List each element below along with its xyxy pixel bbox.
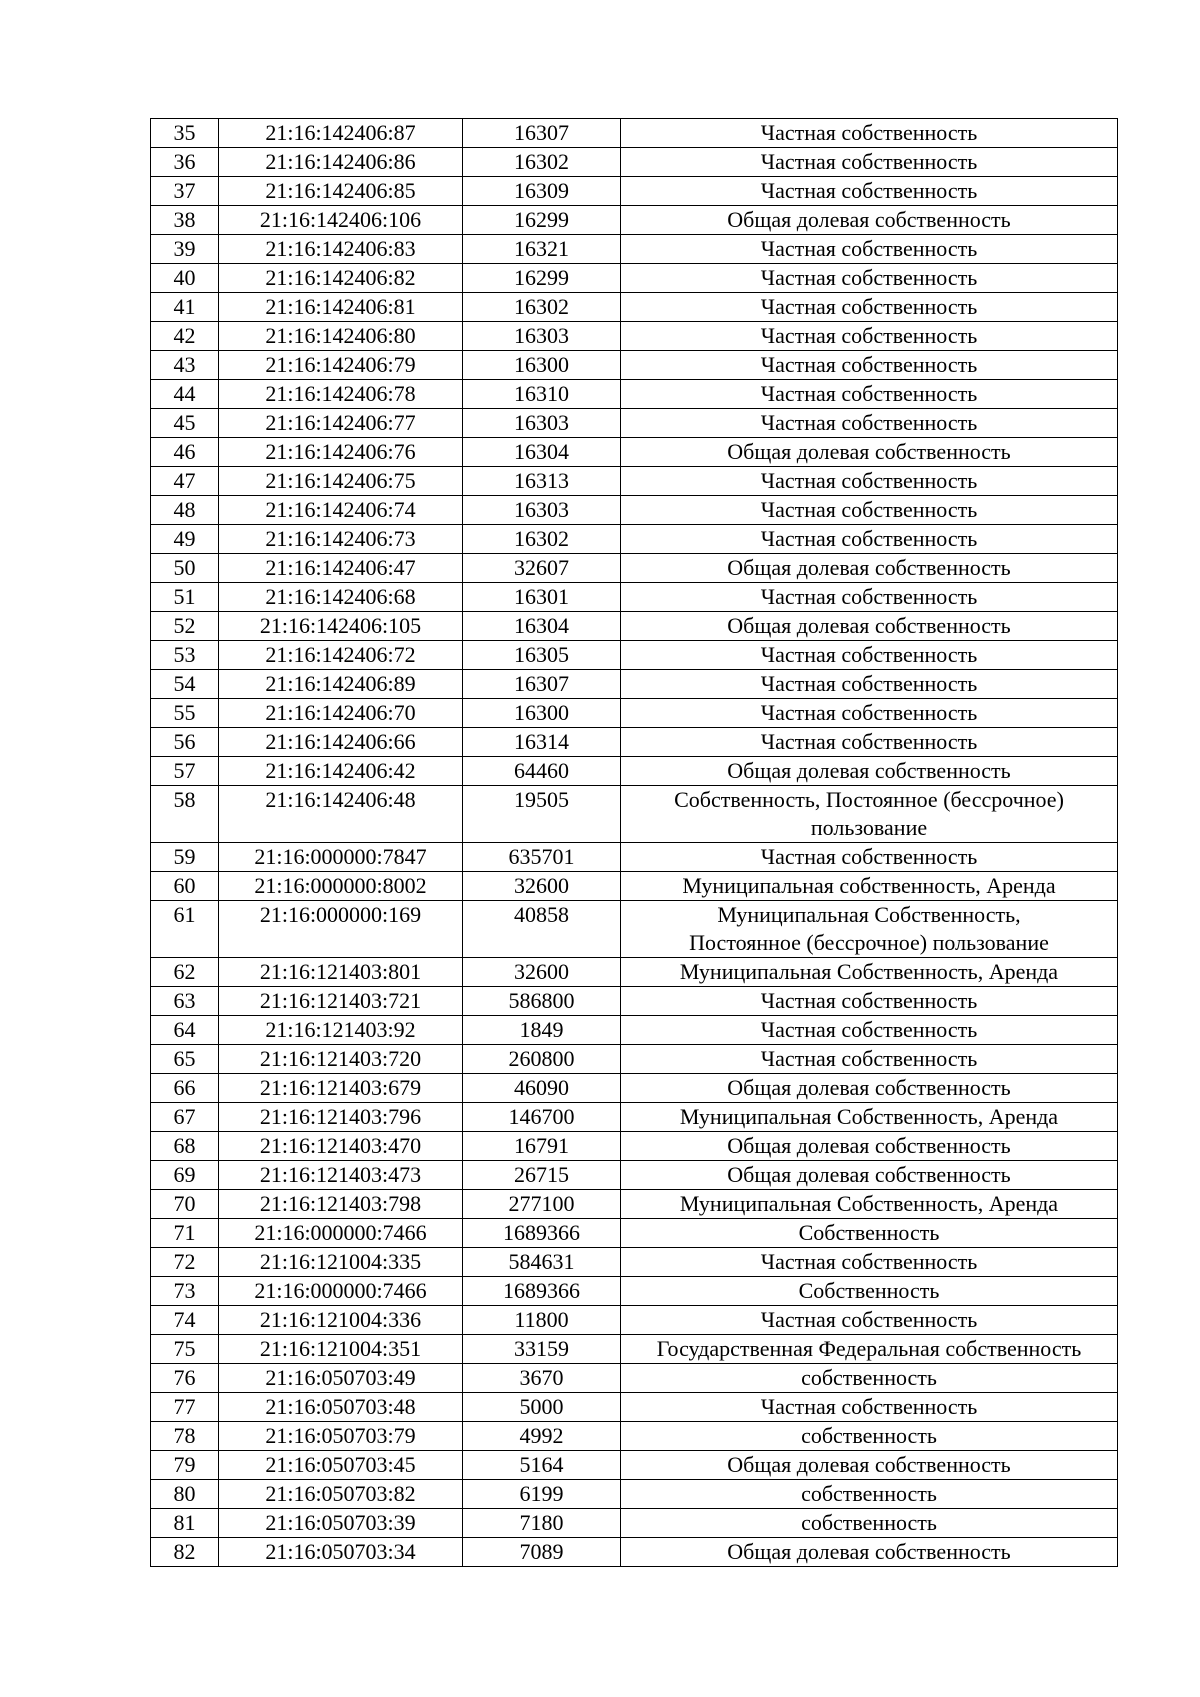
table-row <box>151 1538 1118 1567</box>
row-number-cell: 54 <box>151 670 219 699</box>
ownership-type-cell <box>621 1538 1118 1567</box>
area-cell: 16309 <box>463 177 621 206</box>
cadastral-number-cell: 21:16:142406:66 <box>219 728 463 757</box>
row-number-cell: 82 <box>151 1538 219 1567</box>
row-number-cell: 66 <box>151 1074 219 1103</box>
area-cell: 16301 <box>463 583 621 612</box>
ownership-type-text: Частная собственность <box>760 236 978 261</box>
ownership-type-cell <box>621 525 1118 554</box>
ownership-type-text: Частная собственность <box>760 642 978 667</box>
row-number-cell: 72 <box>151 1248 219 1277</box>
cadastral-number-cell: 21:16:142406:77 <box>219 409 463 438</box>
ownership-type-cell <box>621 1306 1118 1335</box>
cadastral-number-cell: 21:16:121403:798 <box>219 1190 463 1219</box>
cadastral-number-cell: 21:16:142406:82 <box>219 264 463 293</box>
cadastral-number-cell: 21:16:121403:721 <box>219 987 463 1016</box>
row-number-cell: 77 <box>151 1393 219 1422</box>
table-row <box>151 1480 1118 1509</box>
row-number-cell: 58 <box>151 786 219 843</box>
table-row <box>151 1045 1118 1074</box>
table-row <box>151 1219 1118 1248</box>
row-number-cell: 42 <box>151 322 219 351</box>
table-row <box>151 351 1118 380</box>
ownership-type-text: Частная собственность <box>760 410 978 435</box>
area-cell: 16299 <box>463 264 621 293</box>
ownership-type-text: Общая долевая собственность <box>727 1539 1011 1564</box>
row-number-cell: 71 <box>151 1219 219 1248</box>
ownership-type-cell <box>621 1016 1118 1045</box>
cadastral-number-cell: 21:16:142406:42 <box>219 757 463 786</box>
ownership-type-cell <box>621 351 1118 380</box>
ownership-type-text: Общая долевая собственность <box>727 1162 1011 1187</box>
row-number-cell: 61 <box>151 901 219 958</box>
row-number-cell: 70 <box>151 1190 219 1219</box>
ownership-type-text: Частная собственность <box>760 149 978 174</box>
area-cell: 1689366 <box>463 1219 621 1248</box>
table-row <box>151 1393 1118 1422</box>
cadastral-number-cell: 21:16:142406:87 <box>219 119 463 148</box>
ownership-type-text: Общая долевая собственность <box>727 1452 1011 1477</box>
ownership-type-text: собственность <box>801 1481 937 1506</box>
ownership-type-text: Частная собственность <box>760 178 978 203</box>
row-number-cell: 52 <box>151 612 219 641</box>
area-cell: 16791 <box>463 1132 621 1161</box>
ownership-type-text: Общая долевая собственность <box>727 1075 1011 1100</box>
table-row <box>151 1451 1118 1480</box>
ownership-type-cell <box>621 699 1118 728</box>
row-number-cell: 51 <box>151 583 219 612</box>
area-cell: 64460 <box>463 757 621 786</box>
ownership-type-text: Частная собственность <box>760 468 978 493</box>
area-cell: 7180 <box>463 1509 621 1538</box>
cadastral-number-cell: 21:16:050703:49 <box>219 1364 463 1393</box>
ownership-type-text: Частная собственность <box>760 671 978 696</box>
ownership-type-cell <box>621 496 1118 525</box>
row-number-cell: 36 <box>151 148 219 177</box>
cadastral-number-cell: 21:16:000000:169 <box>219 901 463 958</box>
row-number-cell: 44 <box>151 380 219 409</box>
cadastral-number-cell: 21:16:000000:7847 <box>219 843 463 872</box>
cadastral-number-cell: 21:16:142406:73 <box>219 525 463 554</box>
ownership-type-text: Общая долевая собственность <box>727 613 1011 638</box>
area-cell: 32607 <box>463 554 621 583</box>
table-row <box>151 206 1118 235</box>
row-number-cell: 39 <box>151 235 219 264</box>
row-number-cell: 37 <box>151 177 219 206</box>
row-number-cell: 73 <box>151 1277 219 1306</box>
cadastral-number-cell: 21:16:050703:34 <box>219 1538 463 1567</box>
ownership-type-text: Постоянное (бессрочное) пользование <box>689 930 1049 955</box>
cadastral-number-cell: 21:16:142406:74 <box>219 496 463 525</box>
ownership-type-cell <box>621 438 1118 467</box>
ownership-type-text: Частная собственность <box>760 497 978 522</box>
table-row <box>151 177 1118 206</box>
cadastral-number-cell: 21:16:142406:106 <box>219 206 463 235</box>
ownership-type-text: Общая долевая собственность <box>727 439 1011 464</box>
area-cell: 16303 <box>463 496 621 525</box>
area-cell: 16304 <box>463 438 621 467</box>
area-cell: 33159 <box>463 1335 621 1364</box>
row-number-cell: 68 <box>151 1132 219 1161</box>
ownership-type-cell <box>621 1480 1118 1509</box>
table-row <box>151 670 1118 699</box>
row-number-cell: 60 <box>151 872 219 901</box>
area-cell: 16300 <box>463 699 621 728</box>
row-number-cell: 49 <box>151 525 219 554</box>
cadastral-number-cell: 21:16:142406:72 <box>219 641 463 670</box>
area-cell: 5000 <box>463 1393 621 1422</box>
ownership-type-text: Государственная Федеральная собственность <box>656 1336 1082 1361</box>
cadastral-number-cell: 21:16:050703:79 <box>219 1422 463 1451</box>
cadastral-number-cell: 21:16:121004:336 <box>219 1306 463 1335</box>
ownership-type-cell <box>621 1364 1118 1393</box>
ownership-type-cell <box>621 757 1118 786</box>
area-cell: 16302 <box>463 148 621 177</box>
ownership-type-text: Частная собственность <box>760 265 978 290</box>
cadastral-number-cell: 21:16:142406:105 <box>219 612 463 641</box>
area-cell: 16313 <box>463 467 621 496</box>
ownership-type-text: Частная собственность <box>760 1046 978 1071</box>
ownership-type-cell <box>621 786 1118 843</box>
area-cell: 40858 <box>463 901 621 958</box>
ownership-type-text: Частная собственность <box>760 1249 978 1274</box>
table-row <box>151 119 1118 148</box>
ownership-type-text: Общая долевая собственность <box>727 207 1011 232</box>
ownership-type-cell <box>621 843 1118 872</box>
row-number-cell: 74 <box>151 1306 219 1335</box>
area-cell: 16299 <box>463 206 621 235</box>
table-body <box>151 119 1118 1567</box>
ownership-type-cell <box>621 293 1118 322</box>
table-row <box>151 757 1118 786</box>
ownership-type-text: Частная собственность <box>760 700 978 725</box>
ownership-type-text: Муниципальная Собственность, Аренда <box>679 959 1059 984</box>
ownership-type-cell <box>621 958 1118 987</box>
area-cell: 16302 <box>463 525 621 554</box>
row-number-cell: 63 <box>151 987 219 1016</box>
table-row <box>151 380 1118 409</box>
ownership-type-text: Частная собственность <box>760 526 978 551</box>
area-cell: 19505 <box>463 786 621 843</box>
cadastral-number-cell: 21:16:142406:75 <box>219 467 463 496</box>
cadastral-number-cell: 21:16:000000:7466 <box>219 1219 463 1248</box>
area-cell: 16321 <box>463 235 621 264</box>
table-row <box>151 496 1118 525</box>
table-row <box>151 1016 1118 1045</box>
ownership-type-cell <box>621 612 1118 641</box>
ownership-type-cell <box>621 1074 1118 1103</box>
ownership-type-cell <box>621 467 1118 496</box>
table-row <box>151 786 1118 843</box>
table-row <box>151 1161 1118 1190</box>
cadastral-number-cell: 21:16:121004:351 <box>219 1335 463 1364</box>
ownership-type-text: Общая долевая собственность <box>727 758 1011 783</box>
table-row <box>151 409 1118 438</box>
cadastral-number-cell: 21:16:050703:82 <box>219 1480 463 1509</box>
area-cell: 635701 <box>463 843 621 872</box>
table-row <box>151 525 1118 554</box>
ownership-type-cell <box>621 1335 1118 1364</box>
ownership-type-cell <box>621 148 1118 177</box>
ownership-type-cell <box>621 1422 1118 1451</box>
area-cell: 16305 <box>463 641 621 670</box>
table-row <box>151 235 1118 264</box>
ownership-type-text: Общая долевая собственность <box>727 1133 1011 1158</box>
ownership-type-cell <box>621 119 1118 148</box>
row-number-cell: 78 <box>151 1422 219 1451</box>
area-cell: 260800 <box>463 1045 621 1074</box>
cadastral-number-cell: 21:16:121403:801 <box>219 958 463 987</box>
area-cell: 16300 <box>463 351 621 380</box>
row-number-cell: 48 <box>151 496 219 525</box>
ownership-type-cell <box>621 322 1118 351</box>
ownership-type-text: Частная собственность <box>760 988 978 1013</box>
ownership-type-cell <box>621 1219 1118 1248</box>
cadastral-number-cell: 21:16:142406:47 <box>219 554 463 583</box>
row-number-cell: 79 <box>151 1451 219 1480</box>
ownership-type-cell <box>621 380 1118 409</box>
cadastral-number-cell: 21:16:050703:39 <box>219 1509 463 1538</box>
ownership-type-text: Частная собственность <box>760 120 978 145</box>
ownership-type-cell <box>621 1393 1118 1422</box>
cadastral-number-cell: 21:16:121403:470 <box>219 1132 463 1161</box>
cadastral-number-cell: 21:16:121004:335 <box>219 1248 463 1277</box>
area-cell: 16303 <box>463 322 621 351</box>
row-number-cell: 67 <box>151 1103 219 1132</box>
table-row <box>151 583 1118 612</box>
row-number-cell: 80 <box>151 1480 219 1509</box>
table-row <box>151 1335 1118 1364</box>
ownership-type-text: Частная собственность <box>760 844 978 869</box>
area-cell: 46090 <box>463 1074 621 1103</box>
table-row <box>151 554 1118 583</box>
ownership-type-cell <box>621 583 1118 612</box>
ownership-type-text: Собственность <box>798 1278 940 1303</box>
table-row <box>151 1306 1118 1335</box>
area-cell: 4992 <box>463 1422 621 1451</box>
row-number-cell: 69 <box>151 1161 219 1190</box>
cadastral-number-cell: 21:16:121403:92 <box>219 1016 463 1045</box>
area-cell: 26715 <box>463 1161 621 1190</box>
cadastral-number-cell: 21:16:142406:80 <box>219 322 463 351</box>
table-row <box>151 843 1118 872</box>
row-number-cell: 62 <box>151 958 219 987</box>
table-row <box>151 264 1118 293</box>
cadastral-number-cell: 21:16:142406:83 <box>219 235 463 264</box>
ownership-type-text: Муниципальная Собственность, Аренда <box>679 1191 1059 1216</box>
area-cell: 11800 <box>463 1306 621 1335</box>
row-number-cell: 41 <box>151 293 219 322</box>
cadastral-number-cell: 21:16:000000:7466 <box>219 1277 463 1306</box>
area-cell: 146700 <box>463 1103 621 1132</box>
ownership-type-text: Собственность <box>798 1220 940 1245</box>
cadastral-number-cell: 21:16:121403:720 <box>219 1045 463 1074</box>
cadastral-number-cell: 21:16:142406:70 <box>219 699 463 728</box>
ownership-type-text: Общая долевая собственность <box>727 555 1011 580</box>
ownership-type-text: Муниципальная собственность, Аренда <box>682 873 1056 898</box>
ownership-type-text: собственность <box>801 1423 937 1448</box>
cadastral-number-cell: 21:16:142406:85 <box>219 177 463 206</box>
area-cell: 16314 <box>463 728 621 757</box>
ownership-type-text: Частная собственность <box>760 323 978 348</box>
row-number-cell: 47 <box>151 467 219 496</box>
cadastral-number-cell: 21:16:142406:79 <box>219 351 463 380</box>
cadastral-number-cell: 21:16:121403:473 <box>219 1161 463 1190</box>
area-cell: 584631 <box>463 1248 621 1277</box>
row-number-cell: 81 <box>151 1509 219 1538</box>
area-cell: 5164 <box>463 1451 621 1480</box>
table-row <box>151 728 1118 757</box>
ownership-type-cell <box>621 728 1118 757</box>
area-cell: 16304 <box>463 612 621 641</box>
table-row <box>151 872 1118 901</box>
area-cell: 3670 <box>463 1364 621 1393</box>
row-number-cell: 57 <box>151 757 219 786</box>
cadastral-number-cell: 21:16:142406:68 <box>219 583 463 612</box>
ownership-type-cell <box>621 206 1118 235</box>
area-cell: 1849 <box>463 1016 621 1045</box>
row-number-cell: 46 <box>151 438 219 467</box>
row-number-cell: 76 <box>151 1364 219 1393</box>
cadastral-number-cell: 21:16:142406:81 <box>219 293 463 322</box>
ownership-type-cell <box>621 1103 1118 1132</box>
cadastral-number-cell: 21:16:050703:45 <box>219 1451 463 1480</box>
area-cell: 16310 <box>463 380 621 409</box>
ownership-type-cell <box>621 1509 1118 1538</box>
ownership-type-cell <box>621 1045 1118 1074</box>
row-number-cell: 64 <box>151 1016 219 1045</box>
ownership-type-text: Муниципальная Собственность, Аренда <box>679 1104 1059 1129</box>
table-row <box>151 293 1118 322</box>
ownership-type-cell <box>621 1451 1118 1480</box>
ownership-type-text: Частная собственность <box>760 1307 978 1332</box>
ownership-type-cell <box>621 235 1118 264</box>
table-row <box>151 1190 1118 1219</box>
ownership-type-cell <box>621 554 1118 583</box>
row-number-cell: 55 <box>151 699 219 728</box>
table-row <box>151 1132 1118 1161</box>
area-cell: 32600 <box>463 958 621 987</box>
ownership-type-cell <box>621 1190 1118 1219</box>
land-plots-table <box>150 118 1118 1567</box>
row-number-cell: 38 <box>151 206 219 235</box>
table-row <box>151 1248 1118 1277</box>
row-number-cell: 40 <box>151 264 219 293</box>
ownership-type-text: Частная собственность <box>760 352 978 377</box>
ownership-type-cell <box>621 641 1118 670</box>
ownership-type-cell <box>621 177 1118 206</box>
area-cell: 32600 <box>463 872 621 901</box>
area-cell: 586800 <box>463 987 621 1016</box>
table-row <box>151 699 1118 728</box>
cadastral-number-cell: 21:16:050703:48 <box>219 1393 463 1422</box>
area-cell: 7089 <box>463 1538 621 1567</box>
ownership-type-text: Частная собственность <box>760 584 978 609</box>
cadastral-number-cell: 21:16:121403:796 <box>219 1103 463 1132</box>
table-row <box>151 958 1118 987</box>
table-row <box>151 467 1118 496</box>
table-row <box>151 1277 1118 1306</box>
ownership-type-text: Частная собственность <box>760 294 978 319</box>
cadastral-number-cell: 21:16:142406:86 <box>219 148 463 177</box>
table-row <box>151 148 1118 177</box>
ownership-type-cell <box>621 409 1118 438</box>
table-row <box>151 438 1118 467</box>
row-number-cell: 35 <box>151 119 219 148</box>
cadastral-number-cell: 21:16:142406:78 <box>219 380 463 409</box>
table-row <box>151 1422 1118 1451</box>
ownership-type-cell <box>621 1132 1118 1161</box>
table-row <box>151 901 1118 958</box>
area-cell: 1689366 <box>463 1277 621 1306</box>
row-number-cell: 43 <box>151 351 219 380</box>
row-number-cell: 59 <box>151 843 219 872</box>
row-number-cell: 75 <box>151 1335 219 1364</box>
ownership-type-cell <box>621 670 1118 699</box>
row-number-cell: 56 <box>151 728 219 757</box>
ownership-type-cell <box>621 987 1118 1016</box>
ownership-type-cell <box>621 264 1118 293</box>
area-cell: 16302 <box>463 293 621 322</box>
ownership-type-cell <box>621 901 1118 958</box>
table-row <box>151 1103 1118 1132</box>
cadastral-number-cell: 21:16:142406:89 <box>219 670 463 699</box>
row-number-cell: 65 <box>151 1045 219 1074</box>
table-row <box>151 1074 1118 1103</box>
ownership-type-cell <box>621 1248 1118 1277</box>
table-row <box>151 987 1118 1016</box>
ownership-type-text: собственность <box>801 1365 937 1390</box>
ownership-type-text: Частная собственность <box>760 381 978 406</box>
ownership-type-text: Муниципальная Собственность, <box>717 902 1021 927</box>
row-number-cell: 53 <box>151 641 219 670</box>
area-cell: 16307 <box>463 119 621 148</box>
ownership-type-text: Частная собственность <box>760 729 978 754</box>
area-cell: 277100 <box>463 1190 621 1219</box>
ownership-type-text: Частная собственность <box>760 1017 978 1042</box>
cadastral-number-cell: 21:16:142406:48 <box>219 786 463 843</box>
cadastral-number-cell: 21:16:000000:8002 <box>219 872 463 901</box>
table-row <box>151 641 1118 670</box>
ownership-type-text: Собственность, Постоянное (бессрочное) <box>674 787 1064 812</box>
row-number-cell: 50 <box>151 554 219 583</box>
ownership-type-text: пользование <box>810 815 928 840</box>
ownership-type-cell <box>621 1161 1118 1190</box>
area-cell: 16303 <box>463 409 621 438</box>
ownership-type-text: Частная собственность <box>760 1394 978 1419</box>
table-row <box>151 1364 1118 1393</box>
table-row <box>151 1509 1118 1538</box>
row-number-cell: 45 <box>151 409 219 438</box>
area-cell: 6199 <box>463 1480 621 1509</box>
area-cell: 16307 <box>463 670 621 699</box>
ownership-type-text: собственность <box>801 1510 937 1535</box>
table-row <box>151 612 1118 641</box>
ownership-type-cell <box>621 872 1118 901</box>
ownership-type-cell <box>621 1277 1118 1306</box>
cadastral-number-cell: 21:16:142406:76 <box>219 438 463 467</box>
table-row <box>151 322 1118 351</box>
cadastral-number-cell: 21:16:121403:679 <box>219 1074 463 1103</box>
